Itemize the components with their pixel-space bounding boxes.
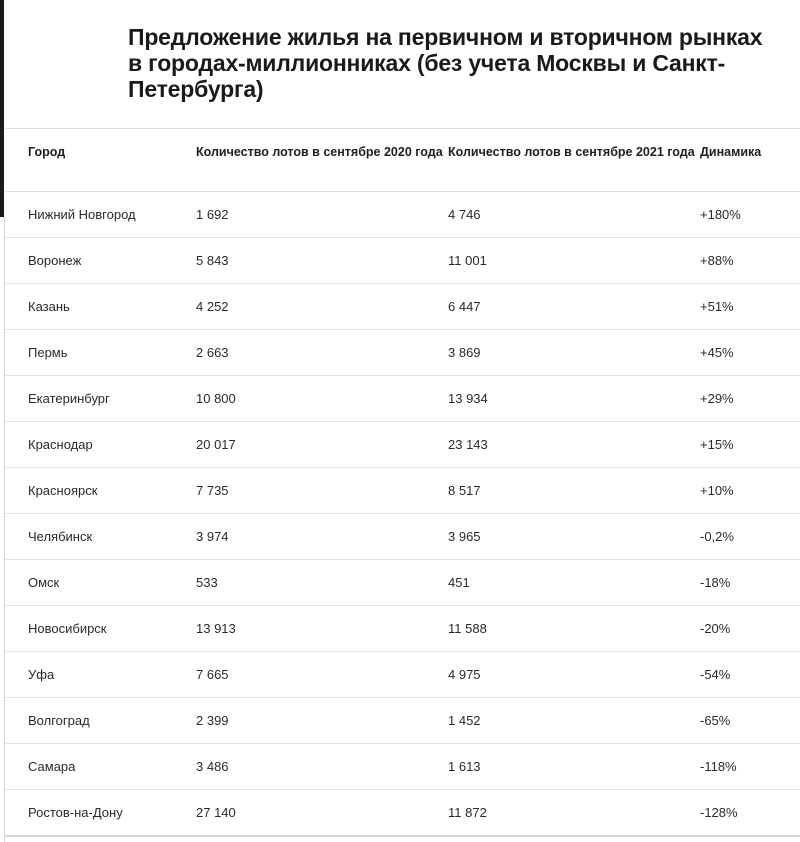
cell-lots-2020: 533 xyxy=(196,560,448,606)
cell-lots-2021: 13 934 xyxy=(448,376,700,422)
cell-dynamics: +10% xyxy=(700,468,800,514)
cell-lots-2020: 1 692 xyxy=(196,192,448,238)
table-row xyxy=(5,238,800,284)
table-row xyxy=(5,698,800,744)
cell-lots-2021: 6 447 xyxy=(448,284,700,330)
table-row xyxy=(5,376,800,422)
cell-city: Омск xyxy=(5,560,196,606)
cell-lots-2021: 1 452 xyxy=(448,698,700,744)
cell-dynamics: -18% xyxy=(700,560,800,606)
cell-lots-2020: 7 735 xyxy=(196,468,448,514)
cell-dynamics: -65% xyxy=(700,698,800,744)
table-row xyxy=(5,560,800,606)
cell-dynamics: -128% xyxy=(700,790,800,837)
cell-city: Екатеринбург xyxy=(5,376,196,422)
cell-dynamics: -54% xyxy=(700,652,800,698)
cell-city: Пермь xyxy=(5,330,196,376)
cell-city: Самара xyxy=(5,744,196,790)
table-body xyxy=(5,192,800,837)
cell-dynamics: +29% xyxy=(700,376,800,422)
table-row xyxy=(5,422,800,468)
cell-city: Челябинск xyxy=(5,514,196,560)
cell-city: Красноярск xyxy=(5,468,196,514)
cell-lots-2021: 1 613 xyxy=(448,744,700,790)
header-dynamics: Динамика xyxy=(700,129,800,192)
header-city: Город xyxy=(5,129,196,192)
cell-lots-2020: 13 913 xyxy=(196,606,448,652)
cell-lots-2021: 8 517 xyxy=(448,468,700,514)
cell-city: Нижний Новгород xyxy=(5,192,196,238)
cell-lots-2021: 4 746 xyxy=(448,192,700,238)
cell-lots-2020: 4 252 xyxy=(196,284,448,330)
cell-lots-2020: 2 663 xyxy=(196,330,448,376)
housing-supply-table xyxy=(5,128,800,837)
cell-lots-2021: 451 xyxy=(448,560,700,606)
cell-lots-2020: 7 665 xyxy=(196,652,448,698)
cell-city: Уфа xyxy=(5,652,196,698)
cell-lots-2020: 3 486 xyxy=(196,744,448,790)
cell-dynamics: +15% xyxy=(700,422,800,468)
cell-dynamics: -20% xyxy=(700,606,800,652)
table-row xyxy=(5,514,800,560)
header-lots-2020: Количество лотов в сентябре 2020 года xyxy=(196,129,448,192)
cell-lots-2020: 20 017 xyxy=(196,422,448,468)
cell-lots-2021: 3 965 xyxy=(448,514,700,560)
cell-lots-2020: 3 974 xyxy=(196,514,448,560)
header-lots-2021: Количество лотов в сентябре 2021 года xyxy=(448,129,700,192)
cell-lots-2021: 11 872 xyxy=(448,790,700,837)
cell-dynamics: +88% xyxy=(700,238,800,284)
table-row xyxy=(5,468,800,514)
cell-lots-2020: 10 800 xyxy=(196,376,448,422)
cell-dynamics: +180% xyxy=(700,192,800,238)
cell-lots-2021: 11 001 xyxy=(448,238,700,284)
cell-lots-2021: 23 143 xyxy=(448,422,700,468)
table-row xyxy=(5,652,800,698)
table-row xyxy=(5,330,800,376)
cell-city: Краснодар xyxy=(5,422,196,468)
table-row xyxy=(5,606,800,652)
cell-lots-2020: 5 843 xyxy=(196,238,448,284)
cell-dynamics: -0,2% xyxy=(700,514,800,560)
table-row xyxy=(5,790,800,837)
table-row xyxy=(5,284,800,330)
table-header-row xyxy=(5,129,800,192)
cell-city: Казань xyxy=(5,284,196,330)
table-row xyxy=(5,744,800,790)
table-title: Предложение жилья на первичном и вторичном рынках в городах-миллионниках (без учета Москвы и Санкт-Петербурга) xyxy=(128,24,763,102)
cell-lots-2021: 11 588 xyxy=(448,606,700,652)
cell-dynamics: -118% xyxy=(700,744,800,790)
cell-dynamics: +45% xyxy=(700,330,800,376)
cell-city: Воронеж xyxy=(5,238,196,284)
cell-lots-2020: 2 399 xyxy=(196,698,448,744)
cell-lots-2021: 3 869 xyxy=(448,330,700,376)
left-edge-strip xyxy=(0,0,4,217)
cell-lots-2020: 27 140 xyxy=(196,790,448,837)
cell-city: Новосибирск xyxy=(5,606,196,652)
cell-city: Ростов-на-Дону xyxy=(5,790,196,837)
cell-dynamics: +51% xyxy=(700,284,800,330)
cell-lots-2021: 4 975 xyxy=(448,652,700,698)
table-row xyxy=(5,192,800,238)
cell-city: Волгоград xyxy=(5,698,196,744)
